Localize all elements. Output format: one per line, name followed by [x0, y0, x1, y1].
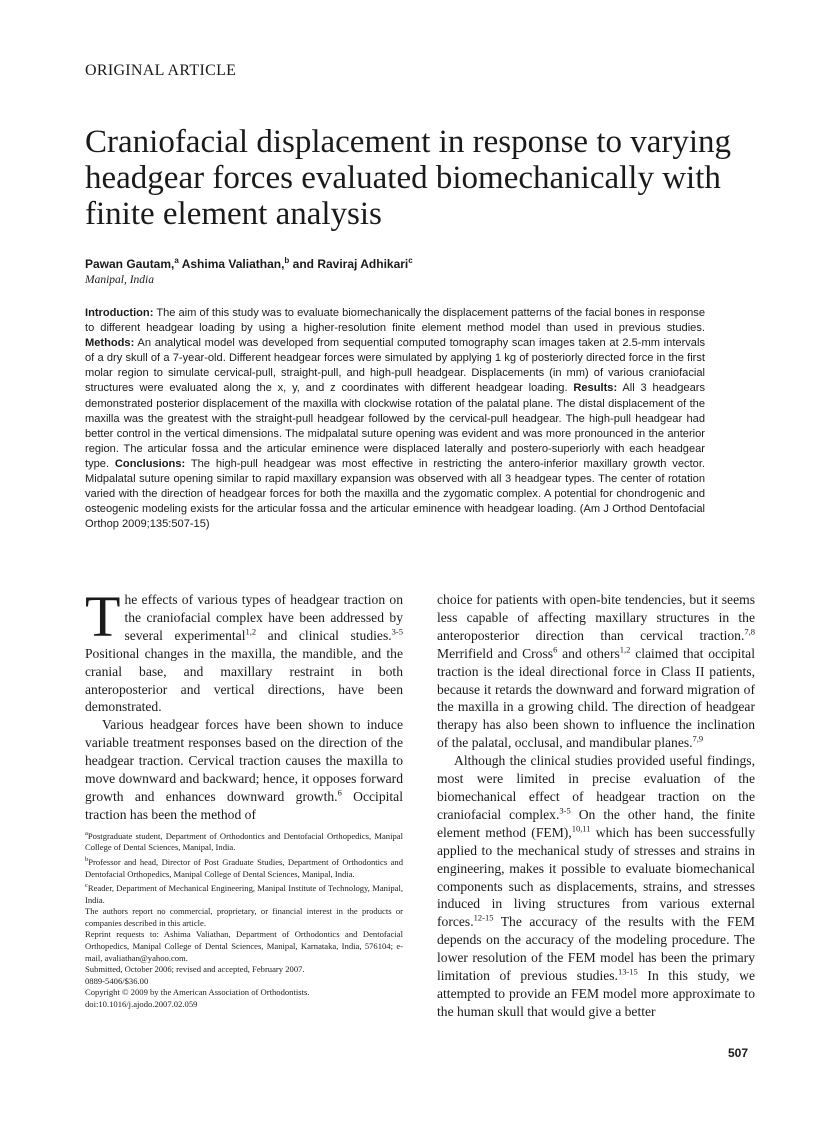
abstract-conclusions-label: Conclusions:: [114, 457, 186, 470]
citation: 1,2: [619, 644, 631, 655]
body-text: On the other hand, the finite element method (FEM),: [437, 806, 755, 840]
citation: 3-5: [559, 805, 571, 816]
footnote-mark: a: [85, 830, 88, 837]
author-name: Pawan Gautam,: [85, 257, 175, 271]
abstract-methods-label: Methods:: [85, 337, 135, 350]
footnotes: [85, 828, 403, 1010]
body-text: The accuracy of the results with the FEM depends on the accuracy of the modeling procedure. The lower resolution of the FEM model has been the primary limitation of previous studies.: [437, 914, 755, 984]
footnote-submitted: Submitted, October 2006; revised and accepted, February 2007.: [85, 964, 305, 975]
abstract-methods-text: An analytical model was developed from sequential computed tomography scan images taken at 2.5-mm intervals of a dry skull of a 7-year-old. Different headgear forces were simulated by applying 1 kg of posteriorly directed force in the first molar region to simulate cervical-pull, straight-pull, and high-pull headgear. Displacements (in mm) of various craniofacial structures were evaluated along the x, y, and z coordinates with different headgear loading.: [85, 337, 705, 395]
drop-cap: T: [85, 584, 121, 649]
body-text: Although the clinical studies provided useful findings, most were limited in precise evaluation of the biomechanical effect of headgear traction on the craniofacial complex.: [437, 753, 755, 822]
article-title: Craniofacial displacement in response to varying headgear forces evaluated biomechanically with finite element analysis: [85, 124, 732, 232]
citation: 7,9: [692, 733, 704, 744]
body-paragraph: [437, 591, 755, 752]
footnote-b: [85, 854, 403, 880]
footnote-copyright: Copyright © 2009 by the American Association of Orthodontists.: [85, 987, 310, 998]
body-text: Merrifield and Cross: [437, 645, 554, 661]
body-text: and others: [557, 645, 620, 661]
body-text: choice for patients with open-bite tendencies, but it seems less capable of affecting maxillary structures in the anteroposterior direction than cervical traction.: [437, 592, 755, 643]
author-sup: b: [284, 256, 290, 265]
footnote-text: Postgraduate student, Department of Orthodontics and Dentofacial Orthopedics, Manipal College of Dental Sciences, Manipal, India.: [85, 830, 403, 853]
footnote-issn: 0889-5406/$36.00: [85, 975, 149, 986]
citation: 13-15: [617, 966, 638, 977]
body-paragraph: [437, 752, 755, 1021]
citation: 1,2: [245, 626, 257, 637]
author-list: [85, 256, 413, 271]
footnote-mark: c: [85, 882, 88, 890]
body-column-right: [437, 591, 755, 1021]
abstract-conclusions-text: The high-pull headgear was most effective in restricting the antero-inferior maxillary growth vector. Midpalatal suture opening similar to rapid maxillary expansion was observed with all 3 headgear types. The center of rotation varied with the direction of headgear forces for both the maxilla and the zygomatic complex. A potential for chondrogenic and osteogenic modeling exists for the articular fossa and the articular eminence with headgear loading. (Am J Orthod Dentofacial Orthop 2009;135:507-15): [85, 457, 705, 531]
footnote-a: [85, 828, 403, 854]
body-paragraph: [85, 716, 403, 823]
body-text: and clinical studies.: [256, 627, 392, 643]
abstract-intro-label: Introduction:: [85, 307, 154, 319]
section-label: ORIGINAL ARTICLE: [85, 62, 237, 79]
body-text: Various headgear forces have been shown to induce variable treatment responses based on the direction of the headgear traction. Cervical traction causes the maxilla to move downward and backward; hence, it opposes forward growth and enhances downward growth.: [85, 717, 403, 804]
body-text: he effects of various types of headgear traction on the craniofacial complex have been addressed by several experimental: [124, 592, 403, 643]
body-text: Occipital traction has been the method of: [85, 788, 403, 822]
footnote-mark: b: [85, 856, 89, 864]
author-sup: a: [174, 256, 179, 265]
body-text: claimed that occipital traction is the ideal directional force in Class II patients, because it retards the downward and forward migration of the maxilla in a growing child. The direction of headgear therapy has also been shown to influence the inclination of the palatal, occlusal, and mandibular planes.: [437, 645, 755, 751]
author-sup: c: [408, 256, 413, 265]
footnote-disclosure: The authors report no commercial, proprietary, or financial interest in the products or companies described in this article.: [85, 906, 403, 928]
footnote-c: [85, 880, 403, 906]
citation: 3-5: [391, 626, 403, 637]
body-text: which has been successfully applied to the mechanical study of stresses and strains in engineering, makes it possible to evaluate biomechanical components such as displacements, strains, and stresses induced in living structures from various external forces.: [437, 824, 755, 930]
page-number: 507: [728, 1046, 749, 1060]
citation: 6: [553, 644, 558, 655]
body-text: Positional changes in the maxilla, the mandible, and the cranial base, and maxillary restraint in both anteroposterior and vertical directions, have been demonstrated.: [85, 645, 403, 715]
body-paragraph: [85, 584, 403, 716]
author-name: and Raviraj Adhikari: [292, 257, 409, 271]
abstract-results-label: Results:: [573, 382, 618, 395]
body-text: In this study, we attempted to provide an FEM model more approximate to the human skull that would give a better: [437, 968, 755, 1019]
footnote-doi: doi:10.1016/j.ajodo.2007.02.059: [85, 998, 198, 1009]
citation: 12-15: [473, 912, 494, 923]
citation: 10,11: [571, 823, 591, 834]
citation: 6: [337, 787, 342, 798]
author-name: Ashima Valiathan,: [181, 257, 285, 271]
footnote-reprint: Reprint requests to: Ashima Valiathan, Department of Orthodontics and Dentofacial Orthopedics, Manipal College of Dental Sciences, Manipal, Karnataka, India, 576104; e-mail, avaliathan@yahoo.com.: [85, 929, 403, 963]
abstract-results-text: All 3 headgears demonstrated posterior displacement of the maxilla with clockwise rotation of the palatal plane. The distal displacement of the maxilla was the greatest with the straight-pull headgear followed by the cervical-pull headgear. The high-pull headgear had better control in the vertical dimensions. The midpalatal suture opening was evident and was more pronounced in the anterior region. The articular fossa and the articular eminence were displaced laterally and postero-superiorly with each headgear type.: [85, 382, 705, 470]
abstract-intro-text: The aim of this study was to evaluate biomechanically the displacement patterns of the facial bones in response to different headgear loading by using a higher-resolution finite element method model than used in previous studies.: [85, 307, 705, 335]
footnote-text: Professor and head, Director of Post Graduate Studies, Department of Orthodontics and Dentofacial Orthopedics, Manipal College of Dental Sciences, Manipal, India.: [85, 856, 403, 879]
affiliation: Manipal, India: [85, 274, 154, 286]
abstract: [85, 306, 705, 532]
body-column-left: [85, 584, 403, 824]
footnote-text: Reader, Department of Mechanical Engineering, Manipal Institute of Technology, Manipal, India.: [85, 882, 403, 905]
citation: 7,8: [744, 626, 755, 637]
